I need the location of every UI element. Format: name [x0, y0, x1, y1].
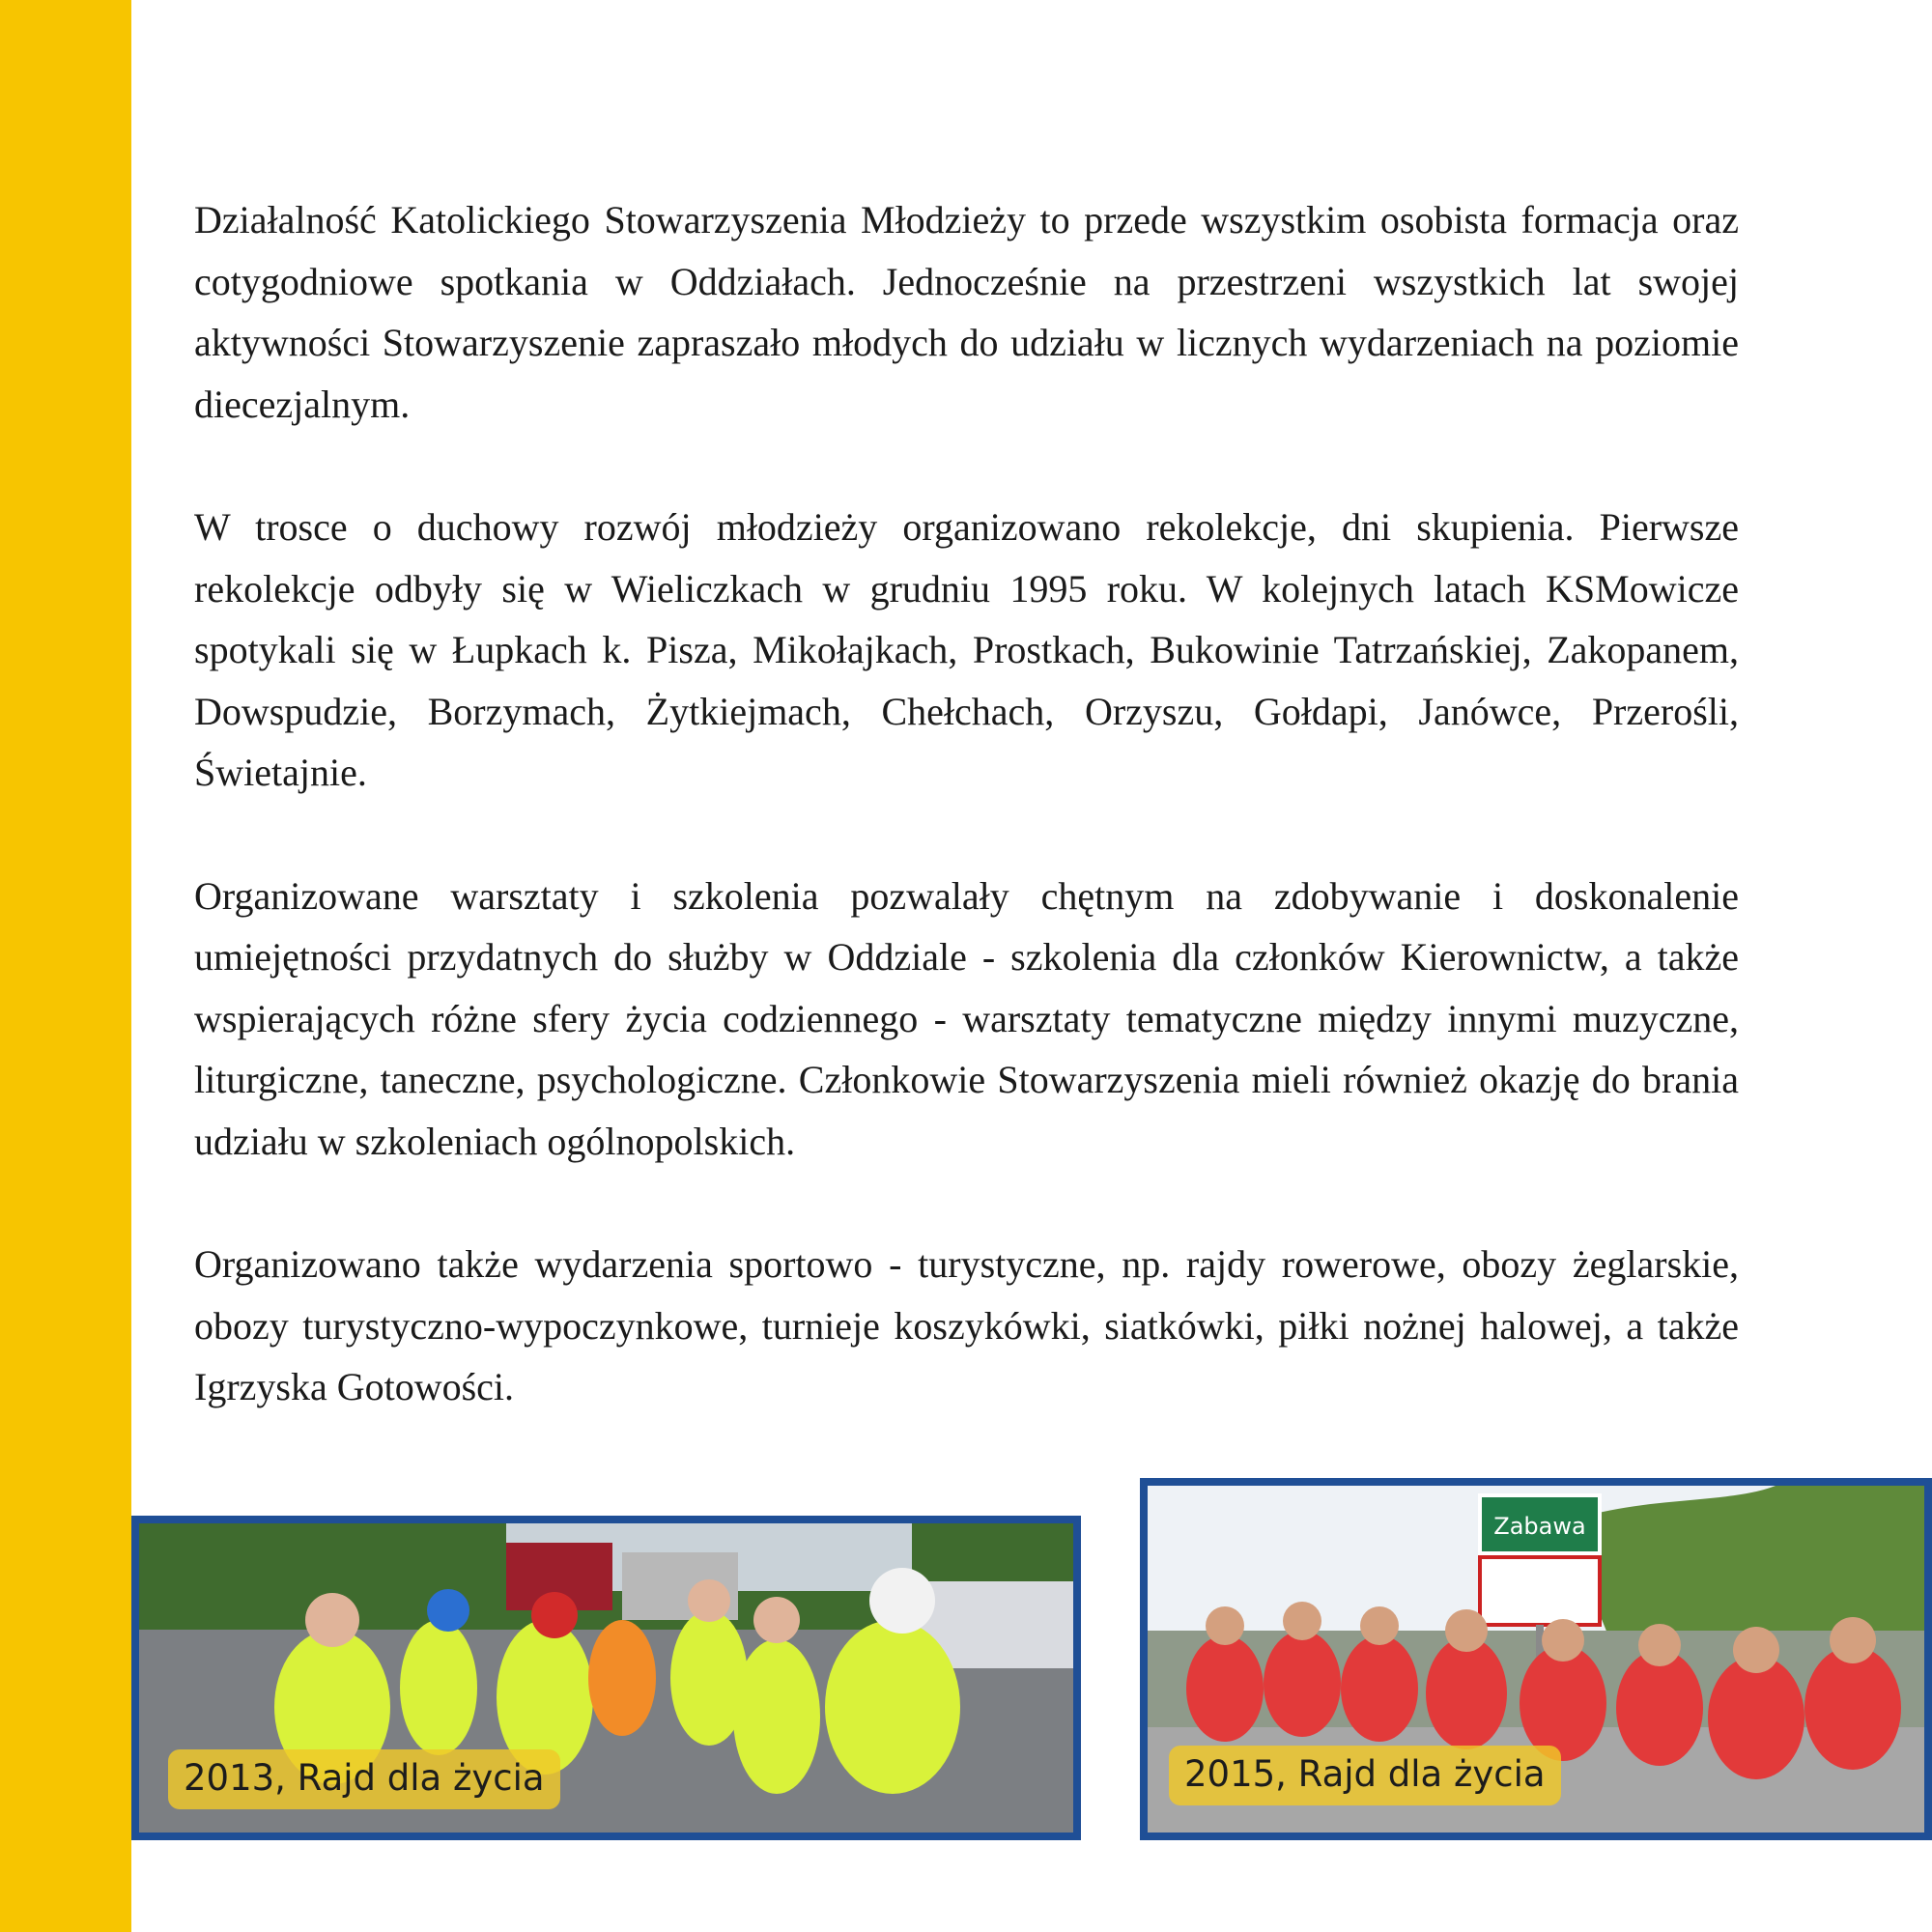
- paragraph-workshops: Organizowane warsztaty i szkolenia pozwalały chętnym na zdobywanie i doskonalenie umiejętności przydatnych do służby w Oddziale - szkolenia dla członków Kierownictw, a także wspierających różne sfery życia codziennego - warsztaty tematyczne między innymi muzyczne, liturgiczne, taneczne, psychologiczne. Członkowie Stowarzyszenia mieli również okazję do brania udziału w szkoleniach ogólnopolskich.: [194, 873, 1739, 1163]
- paragraph-activity: Działalność Katolickiego Stowarzyszenia Młodzieży to przede wszystkim osobista formacja oraz cotygodniowe spotkania w Oddziałach. Jednocześnie na przestrzeni wszystkich lat swojej aktywności Stowarzyszenie zapraszało młodych do udziału w licznych wydarzeniach na poziomie diecezjalnym.: [194, 198, 1739, 426]
- photo-caption: 2013, Rajd dla życia: [168, 1749, 560, 1809]
- road-sign-text: Zabawa: [1493, 1513, 1586, 1540]
- article-body: [194, 189, 1739, 1480]
- paragraph-sports: Organizowano także wydarzenia sportowo - turystyczne, np. rajdy rowerowe, obozy żeglarskie, obozy turystyczno-wypoczynkowe, turnieje koszykówki, siatkówki, piłki nożnej halowej, a także Igrzyska Gotowości.: [194, 1242, 1739, 1408]
- photo-2013-bike-rally: [131, 1516, 1081, 1840]
- yellow-side-bar: [0, 0, 131, 1932]
- photo-2015-bike-rally: [1140, 1478, 1932, 1840]
- paragraph-retreats: W trosce o duchowy rozwój młodzieży organizowano rekolekcje, dni skupienia. Pierwsze rekolekcje odbyły się w Wieliczkach w grudniu 1995 roku. W kolejnych latach KSMowicze spotykali się w Łupkach k. Pisza, Mikołajkach, Prostkach, Bukowinie Tatrzańskiej, Zakopanem, Dowspudzie, Borzymach, Żytkiejmach, Chełchach, Orzyszu, Gołdapi, Janówce, Przerośli, Świetajnie.: [194, 505, 1739, 794]
- photo-caption: 2015, Rajd dla życia: [1169, 1746, 1561, 1805]
